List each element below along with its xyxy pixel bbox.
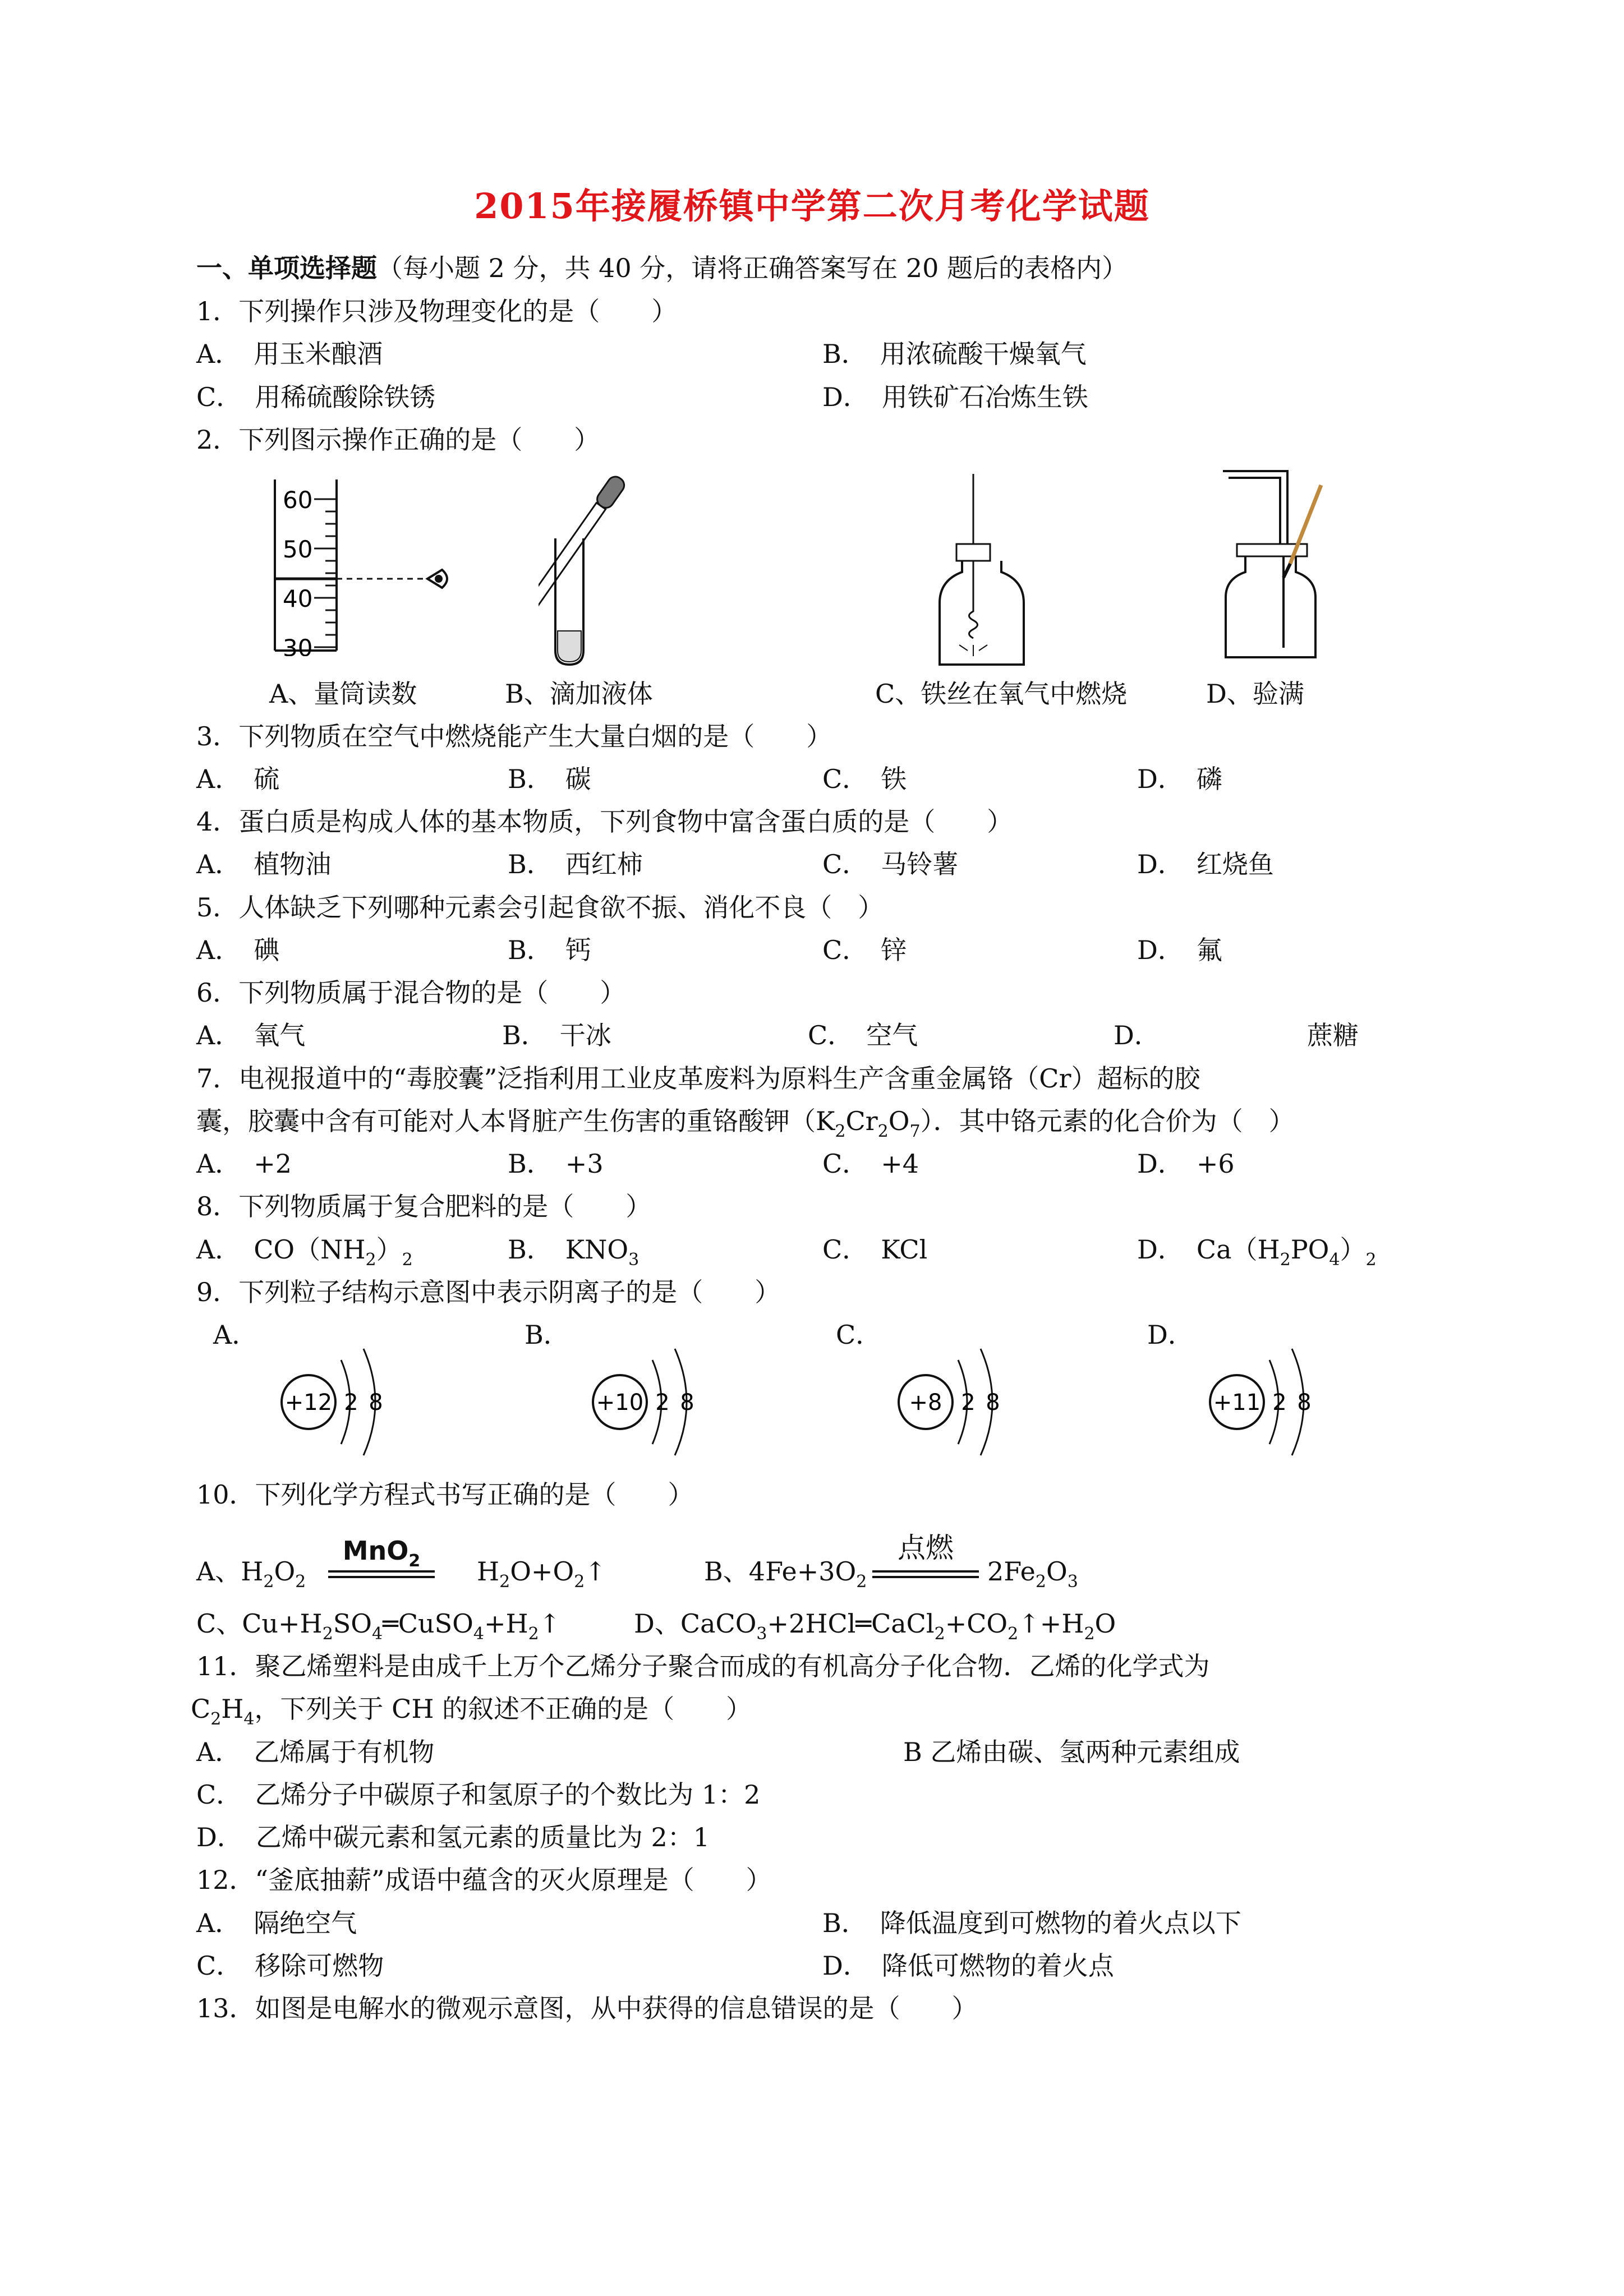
q4-option-a: A． 植物油 [196, 849, 332, 879]
section-note: （每小题 2 分，共 40 分，请将正确答案写在 20 题后的表格内） [377, 253, 1128, 283]
q12-option-a: A． 隔绝空气 [196, 1908, 357, 1938]
svg-text:8: 8 [986, 1390, 1000, 1416]
q2-option-c: C、铁丝在氧气中燃烧 [875, 679, 1128, 709]
q6-option-c: C． 空气 [808, 1020, 918, 1050]
q6-option-b: B． 干冰 [502, 1020, 611, 1050]
q7-option-c: C． +4 [822, 1149, 919, 1179]
q11-option-c: C． 乙烯分子中碳原子和氢原子的个数比为 1：2 [196, 1779, 761, 1810]
q7-option-b: B． +3 [508, 1149, 604, 1179]
nucleus-label-c: +8 [909, 1390, 942, 1416]
q6-option-a: A． 氧气 [196, 1020, 306, 1050]
tick-label-50: 50 [283, 536, 313, 563]
q4-option-d: D． 红烧鱼 [1137, 849, 1274, 879]
q10-a-equals-bottom [328, 1576, 435, 1578]
q11-option-d: D． 乙烯中碳元素和氢元素的质量比为 2：1 [196, 1822, 710, 1852]
q9-option-d: D． [1147, 1320, 1194, 1350]
q5-option-c: C． 锌 [822, 935, 907, 965]
q10-option-d: D、$CaCO_3+2HCl═CaCl_2+CO_2↑+H_2O$ [634, 1608, 1116, 1644]
q6-option-d-text: 蔗糖 [1307, 1020, 1359, 1050]
atom-diagram-a [275, 1340, 421, 1464]
iron-wire-combustion-figure [926, 465, 1038, 673]
q8-option-a: A． $CO(NH_2)_2$ [196, 1234, 413, 1270]
tick-label-30: 30 [283, 634, 313, 656]
q5-stem: 5．人体缺乏下列哪种元素会引起食欲不振、消化不良（ ） [196, 892, 884, 923]
q8-option-d: D． $Ca(H_2PO_4)_2$ [1137, 1234, 1377, 1270]
svg-text:2: 2 [344, 1390, 358, 1416]
q2-option-a: A、量筒读数 [269, 679, 417, 709]
q2-stem: 2．下列图示操作正确的是（ ） [196, 425, 600, 455]
svg-text:8: 8 [680, 1390, 694, 1416]
q3-option-a: A． 硫 [196, 764, 280, 794]
q5-option-b: B． 钙 [508, 935, 591, 965]
q12-stem: 12．“釜底抽薪”成语中蕴含的灭火原理是（ ） [196, 1865, 772, 1895]
q9-option-a: A． [213, 1320, 258, 1350]
q10-b-equals-bottom [872, 1576, 979, 1578]
q9-stem: 9．下列粒子结构示意图中表示阴离子的是（ ） [196, 1277, 781, 1307]
q5-option-a: A． 碘 [196, 935, 280, 965]
section-header [196, 251, 1128, 285]
q1-option-a: A． 用玉米酿酒 [196, 339, 383, 369]
q11-option-a: A． 乙烯属于有机物 [196, 1737, 435, 1767]
q1-option-b: B． 用浓硫酸干燥氧气 [822, 339, 1087, 369]
gas-collection-bottle-figure [1212, 460, 1341, 673]
q10-b-condition: 点燃 [898, 1532, 954, 1564]
q7-stem-line2: 囊，胶囊中含有可能对人本肾脏产生伤害的重铬酸钾$(K_2Cr_2O_7)$．其中铬元素的化合价为（ ） [196, 1106, 1295, 1141]
tick-label-40: 40 [283, 585, 313, 612]
dropper-test-tube-figure [539, 465, 656, 673]
q8-stem: 8．下列物质属于复合肥料的是（ ） [196, 1191, 652, 1221]
q6-stem: 6．下列物质属于混合物的是（ ） [196, 978, 626, 1008]
q10-option-b-reactants: B、$4Fe+3O_2$ [704, 1556, 867, 1592]
q5-option-d: D． 氟 [1137, 935, 1222, 965]
q10-option-a-reactants: A、$H_2O_2$ [196, 1556, 306, 1592]
graduated-cylinder-figure [264, 471, 466, 656]
nucleus-label-b: +10 [596, 1390, 644, 1416]
q10-b-equals-top [872, 1570, 979, 1573]
q13-stem: 13．如图是电解水的微观示意图，从中获得的信息错误的是（ ） [196, 1993, 978, 2023]
q12-option-c: C． 移除可燃物 [196, 1951, 384, 1981]
q4-option-c: C． 马铃薯 [822, 849, 959, 879]
q10-option-b-products: $2Fe_2O_3$ [987, 1556, 1078, 1592]
q12-option-d: D． 降低可燃物的着火点 [822, 1951, 1114, 1981]
q3-option-b: B． 碳 [508, 764, 591, 794]
q12-option-b: B． 降低温度到可燃物的着火点以下 [822, 1908, 1241, 1938]
q11-option-b: B 乙烯由碳、氢两种元素组成 [903, 1737, 1240, 1767]
q9-option-c: C． [836, 1320, 882, 1350]
atom-diagram-b [586, 1340, 732, 1464]
q3-option-d: D． 磷 [1137, 764, 1222, 794]
atom-diagram-d [1203, 1340, 1349, 1464]
svg-text:2: 2 [1272, 1390, 1287, 1416]
q7-stem-line1: 7．电视报道中的“毒胶囊”泛指利用工业皮革废料为原料生产含重金属铬（Cr）超标的胶 [196, 1063, 1200, 1094]
q8-option-c: C． KCl [822, 1234, 928, 1265]
q2-option-d: D、验满 [1206, 679, 1304, 709]
q8-option-b: B． $KNO_3$ [508, 1234, 640, 1270]
q3-option-c: C． 铁 [822, 764, 907, 794]
svg-text:2: 2 [961, 1390, 976, 1416]
q10-option-c: C、$Cu+H_2SO_4═CuSO_4+H_2↑$ [196, 1608, 561, 1644]
q10-a-equals-top [328, 1570, 435, 1573]
q4-option-b: B． 西红柿 [508, 849, 643, 879]
q9-option-b: B． [525, 1320, 569, 1350]
q7-option-d: D． +6 [1137, 1149, 1235, 1179]
page-title: 2015年接履桥镇中学第二次月考化学试题 [474, 186, 1150, 227]
q1-option-c: C． 用稀硫酸除铁锈 [196, 382, 436, 412]
tick-label-60: 60 [283, 486, 313, 514]
q10-option-a-products: $H_2O+O_2↑$ [477, 1556, 606, 1592]
nucleus-label-a: +12 [284, 1390, 333, 1416]
q10-a-condition: MnO$_2$ [342, 1536, 421, 1571]
q1-stem: 1．下列操作只涉及物理变化的是（ ） [196, 296, 678, 326]
svg-text:2: 2 [655, 1390, 670, 1416]
q11-stem-line1: 11．聚乙烯塑料是由成千上万个乙烯分子聚合而成的有机高分子化合物．乙烯的化学式为 [196, 1651, 1210, 1681]
q1-option-d: D． 用铁矿石冶炼生铁 [822, 382, 1088, 412]
section-heading: 一、单项选择题 [196, 253, 377, 283]
q6-option-d: D． [1114, 1020, 1160, 1050]
q2-option-b: B、滴加液体 [505, 679, 653, 709]
q10-stem: 10．下列化学方程式书写正确的是（ ） [196, 1479, 694, 1510]
svg-text:8: 8 [1297, 1390, 1312, 1416]
q11-stem-line2: $C_2H_4$，下列关于 CH 的叙述不正确的是（ ） [191, 1694, 752, 1729]
atom-diagram-c [892, 1340, 1038, 1464]
q7-option-a: A． +2 [196, 1149, 292, 1179]
q4-stem: 4．蛋白质是构成人体的基本物质，下列食物中富含蛋白质的是（ ） [196, 806, 1013, 837]
nucleus-label-d: +11 [1213, 1390, 1261, 1416]
q3-stem: 3．下列物质在空气中燃烧能产生大量白烟的是（ ） [196, 721, 832, 751]
svg-text:8: 8 [369, 1390, 383, 1416]
